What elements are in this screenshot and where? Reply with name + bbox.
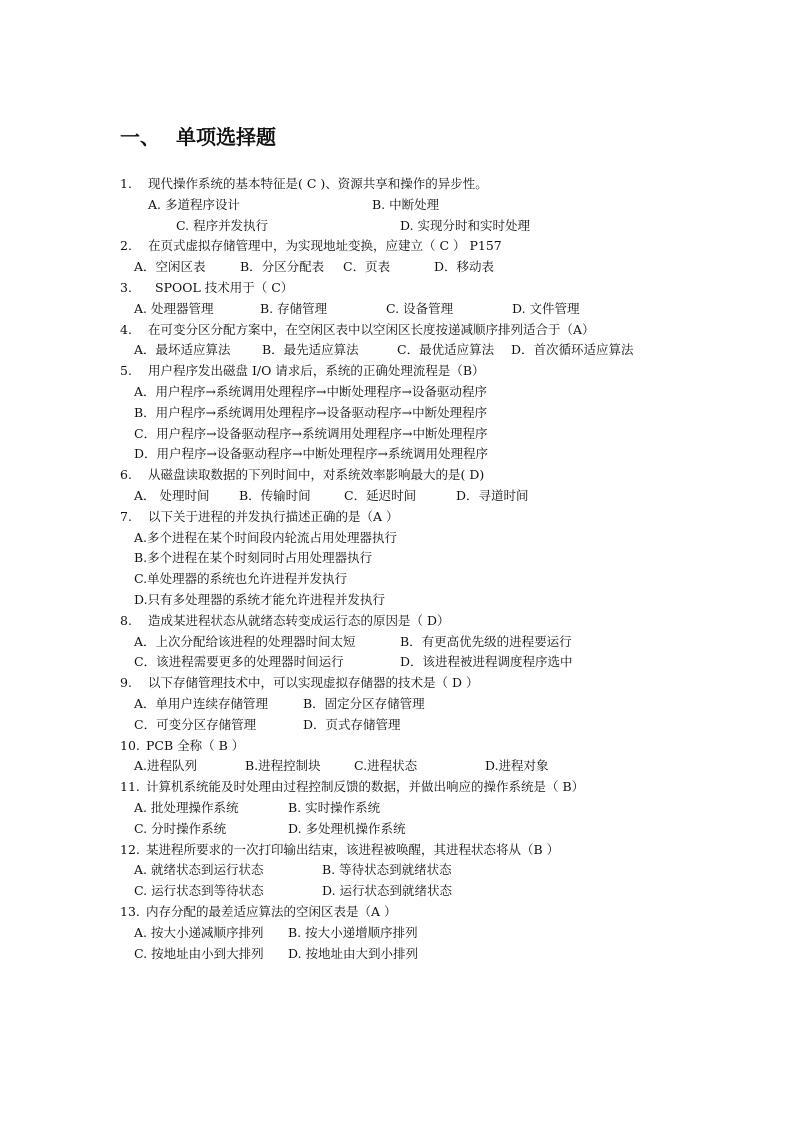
question-number: 11. [120, 779, 140, 795]
question-option: D. 按地址由大到小排列 [288, 945, 419, 961]
question-number: 4. [120, 321, 132, 337]
question-number: 13. [120, 904, 140, 919]
question-option: A. 多道程序设计 [148, 196, 240, 212]
question-number: 2. [120, 238, 132, 254]
question-stem: 计算机系统能及时处理由过程控制反馈的数据，并做出响应的操作系统是（ B） [146, 779, 585, 795]
question-option: C. 运行状态到等待状态 [134, 883, 264, 899]
question-number: 5. [120, 363, 132, 379]
question-option: A．用户程序→系统调用处理程序→中断处理程序→设备驱动程序 [134, 384, 487, 399]
question-option: D．页式存储管理 [303, 716, 401, 732]
question-option: B．最先适应算法 [262, 342, 359, 358]
question-stem: 在可变分区分配方案中，在空闲区表中以空闲区长度按递减顺序排列适合于（A） [148, 321, 595, 337]
question-option: D．移动表 [434, 259, 495, 275]
question-stem: 在页式虚拟存储管理中，为实现地址变换，应建立（ C ） P157 [148, 238, 502, 254]
question-stem: 内存分配的最差适应算法的空闲区表是（A ） [146, 904, 397, 919]
question-option: B. 中断处理 [372, 196, 440, 212]
question-option: B. 实时操作系统 [288, 800, 381, 815]
question-stem: SPOOL 技术用于（ C） [155, 280, 294, 295]
question-option: C.进程状态 [354, 758, 418, 774]
question-option: C．可变分区存储管理 [134, 716, 257, 732]
question-number: 12. [120, 841, 140, 857]
question-number: 1. [120, 176, 132, 191]
question-option: B. 存储管理 [260, 300, 328, 316]
question-number: 7. [120, 508, 132, 524]
question-option: C．页表 [343, 259, 391, 275]
question-option: B．用户程序→系统调用处理程序→设备驱动程序→中断处理程序 [134, 404, 488, 420]
question-option: D．寻道时间 [456, 488, 529, 503]
question-option: D. 多处理机操作系统 [288, 820, 406, 836]
question-option: A.多个进程在某个时间段内轮流占用处理器执行 [134, 529, 398, 545]
question-option: C. 设备管理 [386, 300, 454, 316]
question-option: A.进程队列 [134, 758, 198, 774]
question-option: B. 按大小递增顺序排列 [288, 924, 418, 940]
question-stem: 以下存储管理技术中，可以实现虚拟存储器的技术是（ D ） [148, 675, 479, 691]
question-option: C.单处理器的系统也允许进程并发执行 [134, 571, 348, 587]
question-number: 9. [120, 675, 132, 691]
question-option: A．最坏适应算法 [134, 342, 231, 358]
question-stem: 某进程所要求的一次打印输出结束，该进程被唤醒，其进程状态将从（B ） [146, 841, 560, 857]
question-option: B. 等待状态到就绪状态 [322, 862, 452, 878]
question-option: A．上次分配给该进程的处理器时间太短 [134, 633, 356, 649]
question-option: A. 就绪状态到运行状态 [134, 862, 264, 878]
question-number: 6. [120, 467, 132, 483]
question-option: C．最优适应算法 [397, 342, 495, 358]
question-number: 10. [120, 737, 140, 753]
question-option: D．首次循环适应算法 [511, 342, 634, 358]
question-option: C. 按地址由小到大排列 [134, 945, 264, 961]
question-number: 3. [120, 280, 132, 295]
question-option: D. 实现分时和实时处理 [400, 217, 531, 233]
question-option: D.只有多处理器的系统才能允许进程并发执行 [134, 592, 386, 607]
question-option: D．用户程序→设备驱动程序→中断处理程序→系统调用处理程序 [134, 446, 488, 462]
section-title: 单项选择题 [176, 125, 276, 149]
question-option: D．该进程被进程调度程序选中 [400, 654, 573, 670]
question-number: 8. [120, 612, 132, 628]
question-stem: 现代操作系统的基本特征是( C )、资源共享和操作的异步性。 [148, 176, 488, 191]
question-stem: 用户程序发出磁盘 I/O 请求后，系统的正确处理流程是（B） [148, 363, 485, 379]
question-option: A. 处理器管理 [134, 300, 214, 316]
question-stem: 以下关于进程的并发执行描述正确的是（A ） [148, 508, 399, 524]
question-option: B．有更高优先级的进程要运行 [400, 633, 572, 649]
question-stem: PCB 全称（ B ） [146, 737, 245, 753]
question-option: C. 程序并发执行 [176, 217, 269, 233]
question-option: B.多个进程在某个时刻同时占用处理器执行 [134, 550, 373, 566]
section-number: 一、 [120, 125, 160, 149]
question-option: B．固定分区存储管理 [303, 696, 425, 711]
question-option: A．单用户连续存储管理 [134, 696, 269, 711]
question-option: D. 文件管理 [512, 300, 580, 316]
question-option: A. 批处理操作系统 [134, 800, 239, 815]
question-option: A. 按大小递减顺序排列 [134, 924, 264, 940]
question-option: C．用户程序→设备驱动程序→系统调用处理程序→中断处理程序 [134, 425, 488, 441]
question-stem: 从磁盘读取数据的下列时间中，对系统效率影响最大的是( D) [148, 467, 485, 483]
question-option: B．分区分配表 [240, 259, 325, 275]
question-stem: 造成某进程状态从就绪态转变成运行态的原因是（ D） [148, 612, 450, 628]
question-option: D. 运行状态到就绪状态 [322, 883, 453, 899]
question-option: A． 处理时间 [134, 488, 210, 503]
question-option: A．空闲区表 [134, 259, 206, 275]
question-option: B．传输时间 [239, 488, 311, 503]
question-option: D.进程对象 [485, 758, 549, 774]
question-option: C．延迟时间 [344, 488, 417, 503]
question-option: C．该进程需要更多的处理器时间运行 [134, 654, 344, 670]
question-option: B.进程控制块 [245, 758, 321, 774]
question-option: C. 分时操作系统 [134, 820, 227, 836]
